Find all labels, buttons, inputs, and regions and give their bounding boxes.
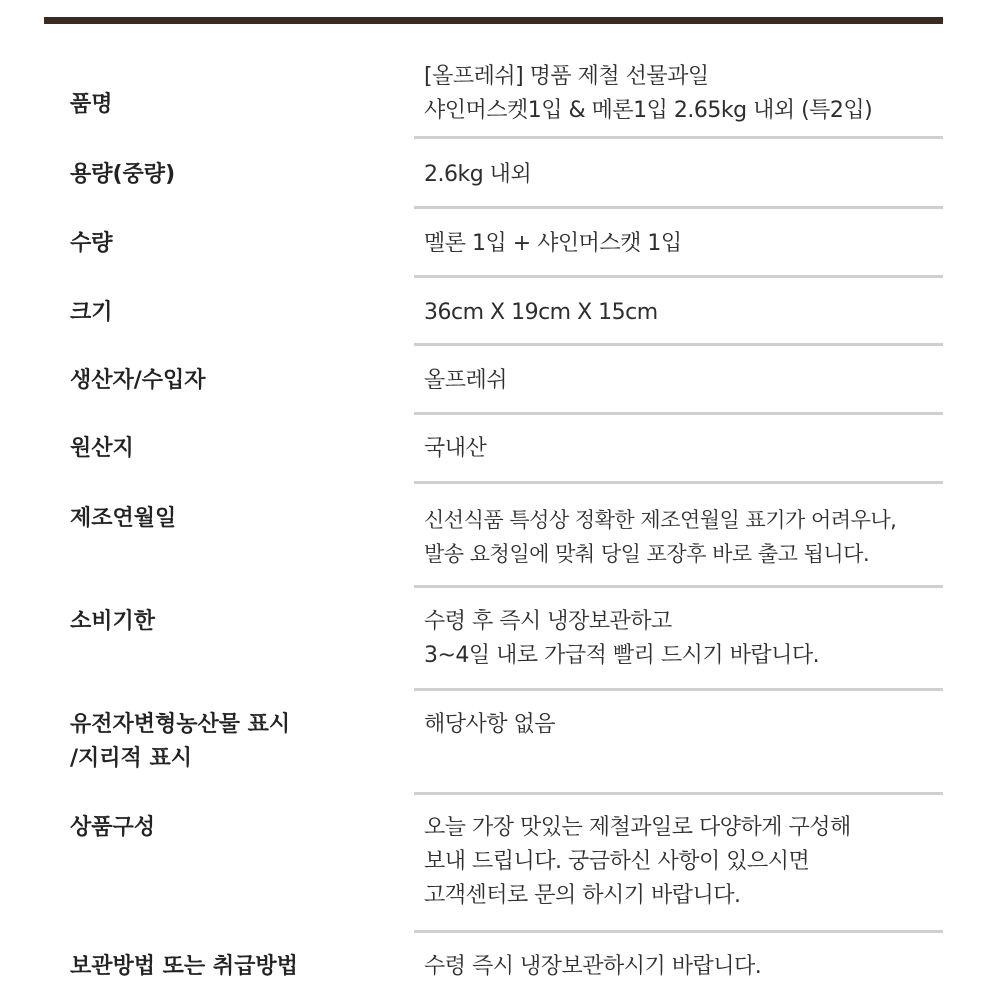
row-separator: [414, 688, 943, 691]
row-separator: [414, 930, 943, 933]
row-separator: [414, 412, 943, 415]
row-value-capacity: 2.6kg 내외: [424, 162, 532, 187]
row-value-composition: 오늘 가장 맛있는 제철과일로 다양하게 구성해 보내 드립니다. 궁금하신 사항이 있으시면 고객센터로 문의 하시기 바랍니다.: [424, 815, 851, 908]
row-label-quantity: 수량: [70, 231, 113, 256]
row-label-product-name: 품명: [70, 92, 113, 117]
row-separator: [414, 275, 943, 278]
row-value-quantity: 멜론 1입 + 샤인머스캣 1입: [424, 231, 682, 256]
row-value-origin: 국내산: [424, 436, 487, 461]
row-value-gmo-notice: 해당사항 없음: [424, 712, 556, 737]
row-separator: [414, 343, 943, 346]
row-separator: [414, 136, 943, 139]
row-label-producer: 생산자/수입자: [70, 368, 206, 393]
row-separator: [414, 206, 943, 209]
row-label-composition: 상품구성: [70, 815, 156, 840]
row-label-storage: 보관방법 또는 취급방법: [70, 954, 298, 979]
row-value-size: 36cm X 19cm X 15cm: [424, 300, 658, 325]
row-value-storage: 수령 즉시 냉장보관하시기 바랍니다.: [424, 954, 762, 979]
row-label-gmo-notice: 유전자변형농산물 표시 /지리적 표시: [70, 712, 291, 771]
top-divider-bar: [44, 17, 943, 24]
row-value-product-name: [올프레쉬] 명품 제철 선물과일 샤인머스켓1입 & 메론1입 2.65kg 내외 (특2입): [424, 64, 873, 123]
row-label-manufacture-date: 제조연월일: [70, 506, 177, 531]
row-separator: [414, 792, 943, 795]
row-label-expiry: 소비기한: [70, 609, 156, 634]
row-separator: [414, 585, 943, 588]
row-value-expiry: 수령 후 즉시 냉장보관하고 3~4일 내로 가급적 빨리 드시기 바랍니다.: [424, 609, 820, 668]
row-label-capacity: 용량(중량): [70, 162, 176, 187]
row-label-origin: 원산지: [70, 436, 134, 461]
row-label-size: 크기: [70, 300, 113, 325]
row-value-producer: 올프레쉬: [424, 368, 508, 393]
row-separator: [414, 481, 943, 484]
row-value-manufacture-date: 신선식품 특성상 정확한 제조연월일 표기가 어려우나, 발송 요청일에 맞춰 당일 포장후 바로 출고 됩니다.: [424, 508, 897, 566]
